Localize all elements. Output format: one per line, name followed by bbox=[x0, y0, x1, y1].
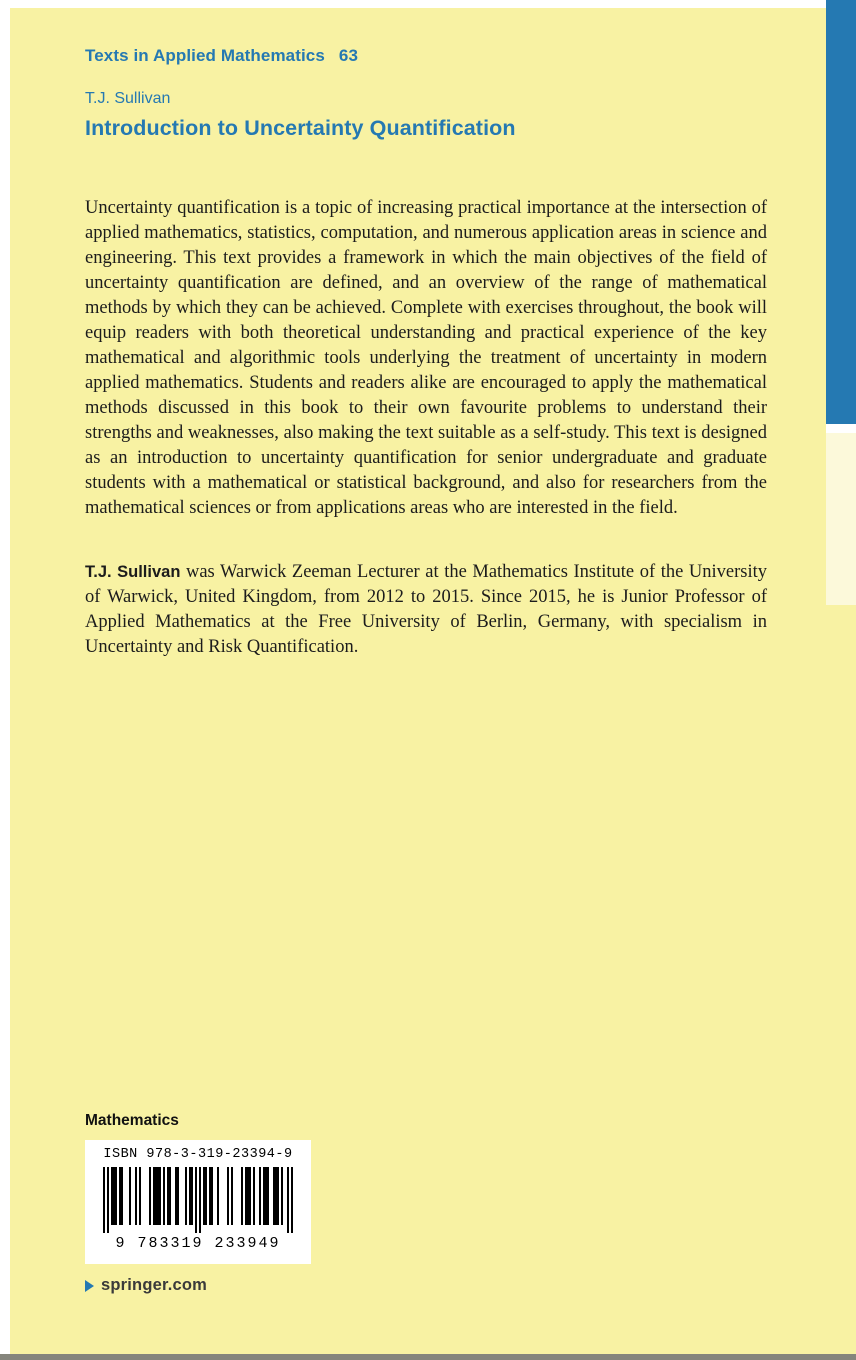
author-name: T.J. Sullivan bbox=[85, 90, 171, 107]
isbn-label: ISBN 978-3-319-23394-9 bbox=[103, 1147, 293, 1162]
series-line bbox=[85, 46, 358, 66]
bio-author-name: T.J. Sullivan bbox=[85, 563, 181, 581]
blue-side-bar bbox=[826, 0, 856, 424]
barcode-panel bbox=[85, 1140, 311, 1264]
pale-side-strip bbox=[826, 433, 856, 605]
book-title: Introduction to Uncertainty Quantification bbox=[85, 116, 516, 140]
side-bar-gap bbox=[826, 424, 856, 433]
ean-barcode bbox=[103, 1167, 293, 1233]
springer-url: springer.com bbox=[101, 1276, 208, 1294]
author-bio bbox=[85, 560, 767, 660]
bio-text: was Warwick Zeeman Lecturer at the Mathematics Institute of the University of Warwick, United Kingdom, from 2012 to 2015. Since 2015, he is Junior Professor of Applied Mathematics at the Free University of Berlin, Germany, with specialism in Uncertainty and Risk Quantification. bbox=[85, 562, 767, 657]
category-label: Mathematics bbox=[85, 1112, 179, 1129]
series-number: 63 bbox=[338, 46, 359, 65]
publisher-line bbox=[85, 1276, 207, 1295]
page-bottom-edge bbox=[0, 1354, 856, 1360]
series-title: Texts in Applied Mathematics bbox=[85, 46, 325, 65]
book-description: Uncertainty quantification is a topic of increasing practical importance at the intersection of applied mathematics, statistics, computation, and numerous application areas in science and engineering. This text provides a framework in which the main objectives of the field of uncertainty quantification are defined, and an overview of the range of mathematical methods by which they can be achieved. Complete with exercises throughout, the book will equip readers with both theoretical understanding and practical experience of the key mathematical and algorithmic tools underlying the treatment of uncertainty in modern applied mathematics. Students and readers alike are encouraged to apply the mathematical methods discussed in this book to their own favourite problems to understand their strengths and weaknesses, also making the text suitable as a self-study. This text is designed as an introduction to uncertainty quantification for senior undergraduate and graduate students with a mathematical or statistical background, and also for researchers from the mathematical sciences or from applications areas who are interested in the field. bbox=[85, 198, 767, 518]
springer-arrow-icon bbox=[85, 1280, 94, 1292]
barcode-number: 9 783319 233949 bbox=[115, 1235, 281, 1252]
